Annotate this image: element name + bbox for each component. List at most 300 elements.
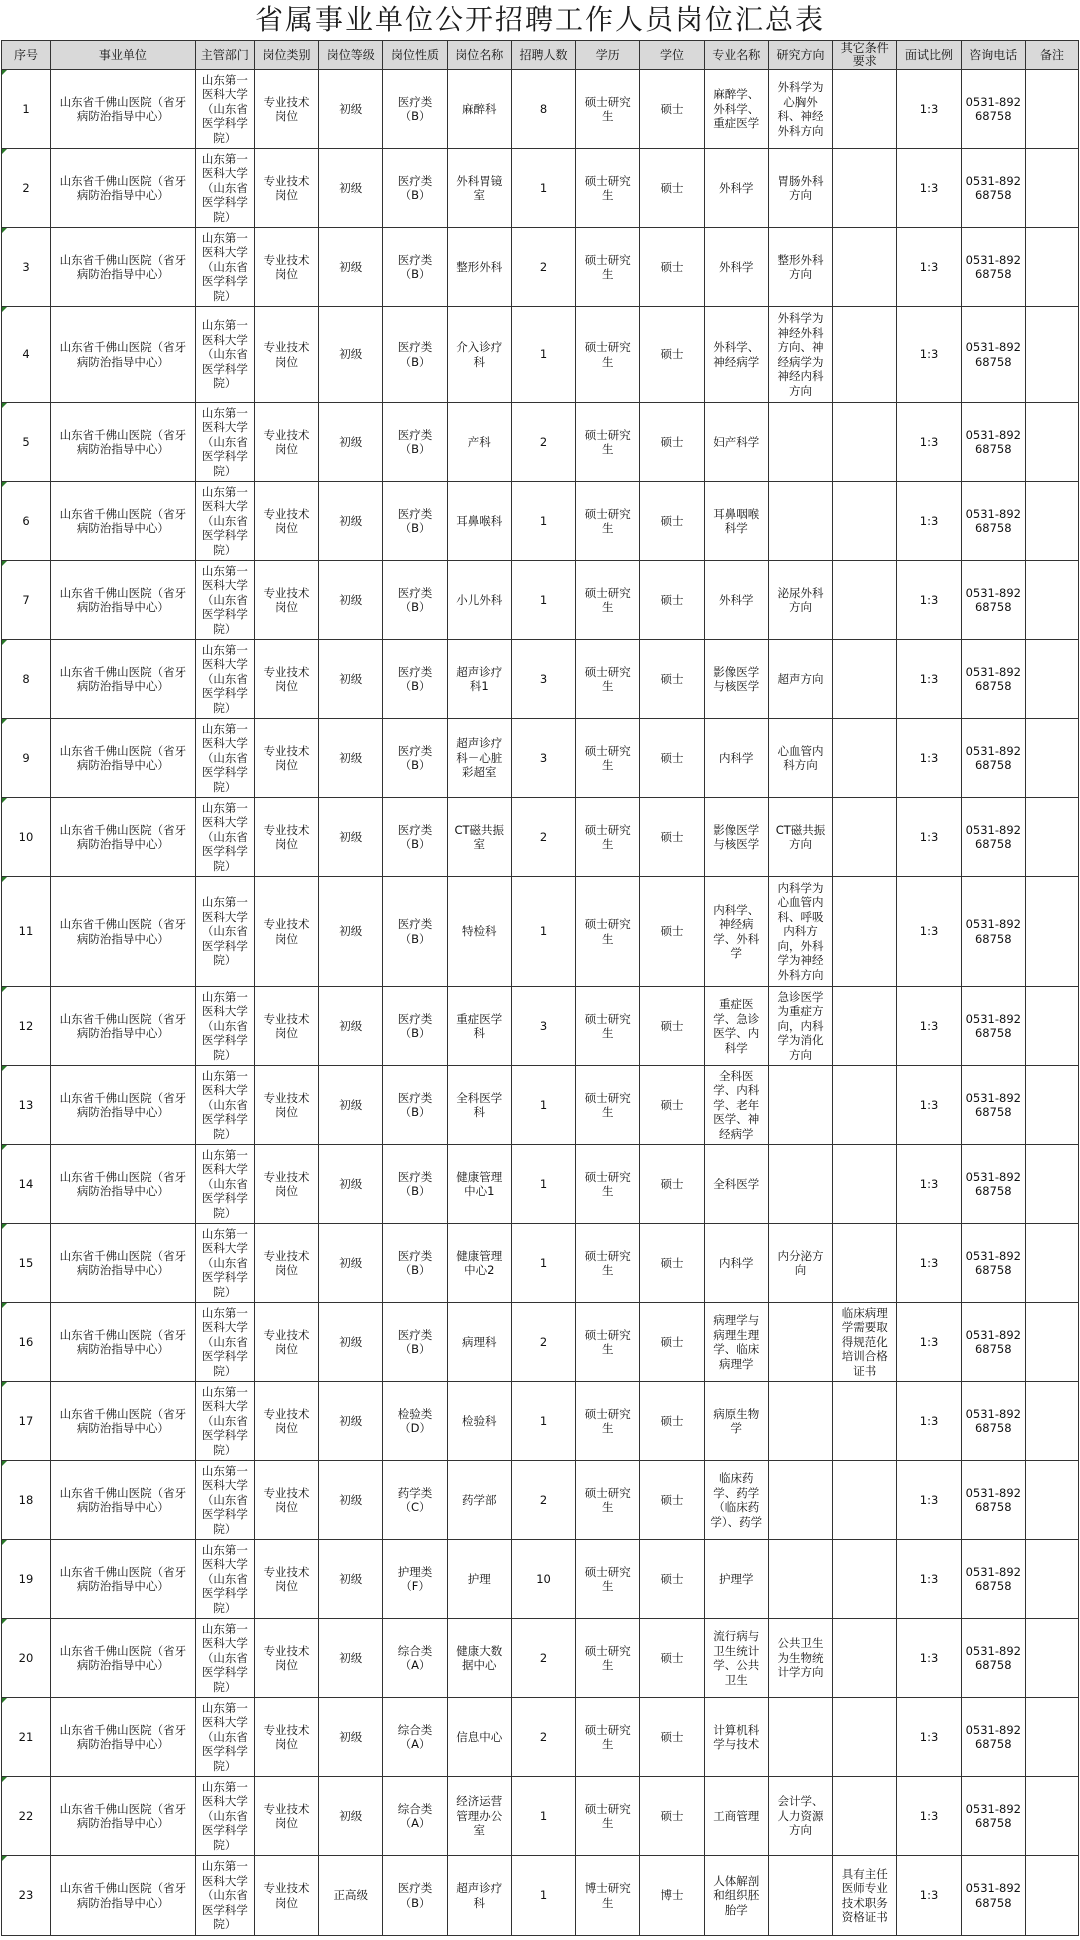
- cell-col-count: 3: [511, 640, 575, 719]
- header-col-department: 主管部门: [195, 41, 254, 70]
- cell-col-degree: 硕士: [640, 307, 704, 403]
- table-body: [2, 70, 1079, 1936]
- cell-col-major: 外科学: [704, 561, 768, 640]
- header-col-ratio: 面试比例: [897, 41, 961, 70]
- cell-col-category: 专业技术岗位: [254, 877, 318, 987]
- cell-col-direction: [768, 1145, 832, 1224]
- header-col-category: 岗位类别: [254, 41, 318, 70]
- cell-col-level: 正高级: [319, 1856, 383, 1936]
- cell-col-ratio: 1:3: [897, 877, 961, 987]
- cell-col-ratio: 1:3: [897, 1461, 961, 1540]
- cell-col-index: 19: [2, 1540, 51, 1619]
- cell-col-index: 14: [2, 1145, 51, 1224]
- cell-col-direction: 外科学为神经外科方向、神经病学为神经内科方向: [768, 307, 832, 403]
- cell-col-department: 山东第一医科大学（山东省医学科学院）: [195, 1382, 254, 1461]
- cell-col-nature: 医疗类（B）: [383, 1303, 447, 1382]
- cell-col-position: 经济运营管理办公室: [447, 1777, 511, 1856]
- header-col-position: 岗位名称: [447, 41, 511, 70]
- table-row: [2, 149, 1079, 228]
- cell-col-major: 全科医学、内科学、老年医学、神经病学: [704, 1066, 768, 1145]
- cell-col-level: 初级: [319, 1540, 383, 1619]
- cell-col-category: 专业技术岗位: [254, 1224, 318, 1303]
- cell-col-major: 妇产科学: [704, 403, 768, 482]
- cell-col-category: 专业技术岗位: [254, 149, 318, 228]
- cell-col-position: 整形外科: [447, 228, 511, 307]
- cell-col-direction: CT磁共振方向: [768, 798, 832, 877]
- table-row: [2, 877, 1079, 987]
- cell-col-category: 专业技术岗位: [254, 307, 318, 403]
- positions-table: [1, 40, 1079, 1936]
- cell-col-unit: 山东省千佛山医院（省牙病防治指导中心）: [50, 987, 195, 1066]
- cell-col-position: 健康大数据中心: [447, 1619, 511, 1698]
- cell-col-major: 病原生物学: [704, 1382, 768, 1461]
- cell-col-remark: [1025, 798, 1078, 877]
- cell-col-unit: 山东省千佛山医院（省牙病防治指导中心）: [50, 561, 195, 640]
- cell-col-unit: 山东省千佛山医院（省牙病防治指导中心）: [50, 719, 195, 798]
- cell-col-nature: 医疗类（B）: [383, 149, 447, 228]
- cell-col-category: 专业技术岗位: [254, 1461, 318, 1540]
- cell-col-unit: 山东省千佛山医院（省牙病防治指导中心）: [50, 1382, 195, 1461]
- cell-col-other: [833, 1540, 897, 1619]
- cell-col-count: 1: [511, 149, 575, 228]
- cell-col-level: 初级: [319, 1461, 383, 1540]
- cell-col-degree: 硕士: [640, 228, 704, 307]
- cell-col-education: 硕士研究生: [576, 987, 640, 1066]
- cell-col-unit: 山东省千佛山医院（省牙病防治指导中心）: [50, 798, 195, 877]
- cell-col-nature: 医疗类（B）: [383, 561, 447, 640]
- cell-col-other: [833, 561, 897, 640]
- cell-col-position: 超声诊疗科1: [447, 640, 511, 719]
- cell-col-degree: 硕士: [640, 877, 704, 987]
- cell-col-other: [833, 1382, 897, 1461]
- cell-col-position: 产科: [447, 403, 511, 482]
- cell-col-remark: [1025, 1856, 1078, 1936]
- cell-col-category: 专业技术岗位: [254, 1145, 318, 1224]
- cell-col-degree: 硕士: [640, 403, 704, 482]
- table-row: [2, 1145, 1079, 1224]
- cell-col-level: 初级: [319, 1777, 383, 1856]
- header-col-degree: 学位: [640, 41, 704, 70]
- cell-col-category: 专业技术岗位: [254, 1303, 318, 1382]
- cell-col-unit: 山东省千佛山医院（省牙病防治指导中心）: [50, 1224, 195, 1303]
- cell-col-unit: 山东省千佛山医院（省牙病防治指导中心）: [50, 1303, 195, 1382]
- cell-col-position: 药学部: [447, 1461, 511, 1540]
- cell-col-major: 影像医学与核医学: [704, 640, 768, 719]
- table-row: [2, 70, 1079, 149]
- cell-col-ratio: 1:3: [897, 987, 961, 1066]
- cell-col-unit: 山东省千佛山医院（省牙病防治指导中心）: [50, 482, 195, 561]
- cell-col-department: 山东第一医科大学（山东省医学科学院）: [195, 482, 254, 561]
- cell-col-department: 山东第一医科大学（山东省医学科学院）: [195, 1066, 254, 1145]
- cell-col-direction: 泌尿外科方向: [768, 561, 832, 640]
- cell-col-education: 硕士研究生: [576, 1145, 640, 1224]
- cell-col-nature: 综合类（A）: [383, 1698, 447, 1777]
- cell-col-category: 专业技术岗位: [254, 1540, 318, 1619]
- table-row: [2, 987, 1079, 1066]
- cell-col-index: 11: [2, 877, 51, 987]
- cell-col-unit: 山东省千佛山医院（省牙病防治指导中心）: [50, 149, 195, 228]
- cell-col-remark: [1025, 1382, 1078, 1461]
- cell-col-unit: 山东省千佛山医院（省牙病防治指导中心）: [50, 640, 195, 719]
- cell-col-major: 影像医学与核医学: [704, 798, 768, 877]
- cell-col-category: 专业技术岗位: [254, 1856, 318, 1936]
- cell-col-major: 耳鼻咽喉科学: [704, 482, 768, 561]
- cell-col-major: 工商管理: [704, 1777, 768, 1856]
- cell-col-index: 3: [2, 228, 51, 307]
- cell-col-level: 初级: [319, 1303, 383, 1382]
- cell-col-level: 初级: [319, 1066, 383, 1145]
- cell-col-degree: 硕士: [640, 1145, 704, 1224]
- cell-col-position: 特检科: [447, 877, 511, 987]
- document-title: 省属事业单位公开招聘工作人员岗位汇总表: [254, 3, 825, 36]
- cell-col-degree: 硕士: [640, 70, 704, 149]
- cell-col-other: [833, 307, 897, 403]
- cell-col-degree: 硕士: [640, 1461, 704, 1540]
- cell-col-degree: 硕士: [640, 640, 704, 719]
- table-row: [2, 1856, 1079, 1936]
- header-col-direction: 研究方向: [768, 41, 832, 70]
- table-row: [2, 1698, 1079, 1777]
- header-col-major: 专业名称: [704, 41, 768, 70]
- cell-col-nature: 医疗类（B）: [383, 1856, 447, 1936]
- table-row: [2, 798, 1079, 877]
- table-row: [2, 1461, 1079, 1540]
- header-col-level: 岗位等级: [319, 41, 383, 70]
- cell-col-degree: 硕士: [640, 1382, 704, 1461]
- cell-col-education: 硕士研究生: [576, 877, 640, 987]
- cell-col-position: 介入诊疗科: [447, 307, 511, 403]
- cell-col-remark: [1025, 1145, 1078, 1224]
- cell-col-position: 超声诊疗科: [447, 1856, 511, 1936]
- cell-col-unit: 山东省千佛山医院（省牙病防治指导中心）: [50, 1698, 195, 1777]
- cell-col-degree: 硕士: [640, 1698, 704, 1777]
- cell-col-department: 山东第一医科大学（山东省医学科学院）: [195, 70, 254, 149]
- cell-col-level: 初级: [319, 640, 383, 719]
- cell-col-count: 1: [511, 1856, 575, 1936]
- cell-col-unit: 山东省千佛山医院（省牙病防治指导中心）: [50, 228, 195, 307]
- cell-col-remark: [1025, 1540, 1078, 1619]
- cell-col-other: [833, 70, 897, 149]
- cell-col-phone: 0531-89268758: [961, 877, 1025, 987]
- table-row: [2, 403, 1079, 482]
- cell-col-education: 硕士研究生: [576, 1066, 640, 1145]
- cell-col-other: [833, 1145, 897, 1224]
- cell-col-count: 10: [511, 1540, 575, 1619]
- cell-col-phone: 0531-89268758: [961, 719, 1025, 798]
- cell-col-level: 初级: [319, 403, 383, 482]
- cell-col-education: 硕士研究生: [576, 1777, 640, 1856]
- cell-col-index: 10: [2, 798, 51, 877]
- cell-col-other: [833, 987, 897, 1066]
- header-col-index: 序号: [2, 41, 51, 70]
- cell-col-department: 山东第一医科大学（山东省医学科学院）: [195, 307, 254, 403]
- header-col-phone: 咨询电话: [961, 41, 1025, 70]
- cell-col-position: CT磁共振室: [447, 798, 511, 877]
- cell-col-count: 1: [511, 1224, 575, 1303]
- cell-col-ratio: 1:3: [897, 561, 961, 640]
- cell-col-ratio: 1:3: [897, 719, 961, 798]
- table-row: [2, 1382, 1079, 1461]
- cell-col-other: [833, 228, 897, 307]
- cell-col-phone: 0531-89268758: [961, 1224, 1025, 1303]
- cell-col-category: 专业技术岗位: [254, 798, 318, 877]
- cell-col-category: 专业技术岗位: [254, 640, 318, 719]
- cell-col-other: [833, 482, 897, 561]
- cell-col-phone: 0531-89268758: [961, 70, 1025, 149]
- cell-col-remark: [1025, 1698, 1078, 1777]
- cell-col-phone: 0531-89268758: [961, 228, 1025, 307]
- cell-col-degree: 硕士: [640, 1224, 704, 1303]
- cell-col-phone: 0531-89268758: [961, 561, 1025, 640]
- cell-col-direction: 胃肠外科方向: [768, 149, 832, 228]
- cell-col-level: 初级: [319, 561, 383, 640]
- cell-col-education: 硕士研究生: [576, 1461, 640, 1540]
- cell-col-degree: 硕士: [640, 561, 704, 640]
- cell-col-remark: [1025, 1303, 1078, 1382]
- cell-col-other: [833, 719, 897, 798]
- cell-col-major: 计算机科学与技术: [704, 1698, 768, 1777]
- cell-col-education: 硕士研究生: [576, 1619, 640, 1698]
- cell-col-phone: 0531-89268758: [961, 1066, 1025, 1145]
- cell-col-major: 内科学: [704, 719, 768, 798]
- cell-col-level: 初级: [319, 149, 383, 228]
- cell-col-remark: [1025, 149, 1078, 228]
- cell-col-remark: [1025, 1619, 1078, 1698]
- table-header-row: [2, 41, 1079, 70]
- cell-col-phone: 0531-89268758: [961, 482, 1025, 561]
- cell-col-nature: 护理类（F）: [383, 1540, 447, 1619]
- cell-col-position: 重症医学科: [447, 987, 511, 1066]
- cell-col-index: 5: [2, 403, 51, 482]
- cell-col-department: 山东第一医科大学（山东省医学科学院）: [195, 719, 254, 798]
- cell-col-degree: 硕士: [640, 482, 704, 561]
- cell-col-major: 外科学: [704, 228, 768, 307]
- cell-col-unit: 山东省千佛山医院（省牙病防治指导中心）: [50, 1066, 195, 1145]
- cell-col-phone: 0531-89268758: [961, 149, 1025, 228]
- cell-col-position: 超声诊疗科－心脏彩超室: [447, 719, 511, 798]
- cell-col-remark: [1025, 1777, 1078, 1856]
- cell-col-remark: [1025, 987, 1078, 1066]
- cell-col-count: 1: [511, 1066, 575, 1145]
- cell-col-phone: 0531-89268758: [961, 403, 1025, 482]
- cell-col-phone: 0531-89268758: [961, 1461, 1025, 1540]
- cell-col-nature: 医疗类（B）: [383, 640, 447, 719]
- cell-col-education: 硕士研究生: [576, 307, 640, 403]
- cell-col-ratio: 1:3: [897, 1382, 961, 1461]
- cell-col-department: 山东第一医科大学（山东省医学科学院）: [195, 1540, 254, 1619]
- cell-col-department: 山东第一医科大学（山东省医学科学院）: [195, 403, 254, 482]
- cell-col-direction: 内科学为心血管内科、呼吸内科方向，外科学为神经外科方向: [768, 877, 832, 987]
- cell-col-ratio: 1:3: [897, 149, 961, 228]
- cell-col-count: 3: [511, 987, 575, 1066]
- cell-col-other: [833, 1619, 897, 1698]
- cell-col-index: 17: [2, 1382, 51, 1461]
- cell-col-ratio: 1:3: [897, 1224, 961, 1303]
- cell-col-ratio: 1:3: [897, 1303, 961, 1382]
- cell-col-ratio: 1:3: [897, 228, 961, 307]
- cell-col-education: 硕士研究生: [576, 1303, 640, 1382]
- cell-col-unit: 山东省千佛山医院（省牙病防治指导中心）: [50, 70, 195, 149]
- cell-col-other: [833, 1224, 897, 1303]
- cell-col-department: 山东第一医科大学（山东省医学科学院）: [195, 228, 254, 307]
- cell-col-nature: 医疗类（B）: [383, 482, 447, 561]
- table-row: [2, 228, 1079, 307]
- header-col-nature: 岗位性质: [383, 41, 447, 70]
- cell-col-index: 15: [2, 1224, 51, 1303]
- cell-col-ratio: 1:3: [897, 1698, 961, 1777]
- cell-col-category: 专业技术岗位: [254, 482, 318, 561]
- cell-col-nature: 检验类（D）: [383, 1382, 447, 1461]
- cell-col-ratio: 1:3: [897, 798, 961, 877]
- cell-col-education: 硕士研究生: [576, 70, 640, 149]
- cell-col-other: 临床病理学需要取得规范化培训合格证书: [833, 1303, 897, 1382]
- cell-col-level: 初级: [319, 1382, 383, 1461]
- table-row: [2, 1777, 1079, 1856]
- table-row: [2, 1619, 1079, 1698]
- cell-col-department: 山东第一医科大学（山东省医学科学院）: [195, 1461, 254, 1540]
- cell-col-other: [833, 1698, 897, 1777]
- cell-col-department: 山东第一医科大学（山东省医学科学院）: [195, 561, 254, 640]
- cell-col-unit: 山东省千佛山医院（省牙病防治指导中心）: [50, 307, 195, 403]
- cell-col-nature: 医疗类（B）: [383, 403, 447, 482]
- cell-col-category: 专业技术岗位: [254, 228, 318, 307]
- cell-col-major: 人体解剖和组织胚胎学: [704, 1856, 768, 1936]
- cell-col-nature: 医疗类（B）: [383, 798, 447, 877]
- cell-col-position: 检验科: [447, 1382, 511, 1461]
- cell-col-other: [833, 1777, 897, 1856]
- cell-col-unit: 山东省千佛山医院（省牙病防治指导中心）: [50, 1145, 195, 1224]
- cell-col-other: [833, 798, 897, 877]
- table-row: [2, 482, 1079, 561]
- header-col-education: 学历: [576, 41, 640, 70]
- cell-col-phone: 0531-89268758: [961, 987, 1025, 1066]
- table-row: [2, 1540, 1079, 1619]
- cell-col-ratio: 1:3: [897, 1777, 961, 1856]
- cell-col-education: 硕士研究生: [576, 1382, 640, 1461]
- cell-col-education: 硕士研究生: [576, 1698, 640, 1777]
- cell-col-position: 信息中心: [447, 1698, 511, 1777]
- cell-col-count: 2: [511, 1461, 575, 1540]
- cell-col-phone: 0531-89268758: [961, 1777, 1025, 1856]
- cell-col-count: 2: [511, 228, 575, 307]
- cell-col-remark: [1025, 307, 1078, 403]
- cell-col-count: 1: [511, 561, 575, 640]
- cell-col-education: 硕士研究生: [576, 482, 640, 561]
- cell-col-department: 山东第一医科大学（山东省医学科学院）: [195, 1856, 254, 1936]
- cell-col-level: 初级: [319, 70, 383, 149]
- cell-col-other: [833, 403, 897, 482]
- cell-col-department: 山东第一医科大学（山东省医学科学院）: [195, 1303, 254, 1382]
- cell-col-count: 2: [511, 1698, 575, 1777]
- cell-col-direction: [768, 1382, 832, 1461]
- cell-col-department: 山东第一医科大学（山东省医学科学院）: [195, 987, 254, 1066]
- cell-col-education: 硕士研究生: [576, 228, 640, 307]
- cell-col-remark: [1025, 228, 1078, 307]
- cell-col-major: 麻醉学、外科学、重症医学: [704, 70, 768, 149]
- cell-col-count: 1: [511, 1145, 575, 1224]
- cell-col-direction: 内分泌方向: [768, 1224, 832, 1303]
- cell-col-nature: 综合类（A）: [383, 1619, 447, 1698]
- cell-col-direction: 心血管内科方向: [768, 719, 832, 798]
- cell-col-index: 22: [2, 1777, 51, 1856]
- cell-col-education: 硕士研究生: [576, 798, 640, 877]
- cell-col-nature: 综合类（A）: [383, 1777, 447, 1856]
- cell-col-count: 1: [511, 307, 575, 403]
- cell-col-category: 专业技术岗位: [254, 403, 318, 482]
- cell-col-category: 专业技术岗位: [254, 1619, 318, 1698]
- cell-col-degree: 硕士: [640, 1066, 704, 1145]
- cell-col-nature: 药学类（C）: [383, 1461, 447, 1540]
- cell-col-ratio: 1:3: [897, 403, 961, 482]
- table-row: [2, 307, 1079, 403]
- cell-col-education: 硕士研究生: [576, 1540, 640, 1619]
- cell-col-major: 流行病与卫生统计学、公共卫生: [704, 1619, 768, 1698]
- cell-col-position: 健康管理中心2: [447, 1224, 511, 1303]
- cell-col-unit: 山东省千佛山医院（省牙病防治指导中心）: [50, 1461, 195, 1540]
- cell-col-degree: 硕士: [640, 1619, 704, 1698]
- cell-col-phone: 0531-89268758: [961, 1856, 1025, 1936]
- cell-col-position: 健康管理中心1: [447, 1145, 511, 1224]
- cell-col-unit: 山东省千佛山医院（省牙病防治指导中心）: [50, 1856, 195, 1936]
- cell-col-remark: [1025, 877, 1078, 987]
- cell-col-count: 2: [511, 798, 575, 877]
- cell-col-ratio: 1:3: [897, 1066, 961, 1145]
- cell-col-index: 23: [2, 1856, 51, 1936]
- cell-col-major: 外科学: [704, 149, 768, 228]
- cell-col-count: 2: [511, 403, 575, 482]
- header-col-remark: 备注: [1025, 41, 1078, 70]
- cell-col-count: 2: [511, 1303, 575, 1382]
- cell-col-department: 山东第一医科大学（山东省医学科学院）: [195, 1224, 254, 1303]
- cell-col-remark: [1025, 719, 1078, 798]
- cell-col-unit: 山东省千佛山医院（省牙病防治指导中心）: [50, 1777, 195, 1856]
- cell-col-remark: [1025, 1224, 1078, 1303]
- cell-col-direction: 公共卫生为生物统计学方向: [768, 1619, 832, 1698]
- cell-col-ratio: 1:3: [897, 70, 961, 149]
- cell-col-ratio: 1:3: [897, 1619, 961, 1698]
- cell-col-unit: 山东省千佛山医院（省牙病防治指导中心）: [50, 1540, 195, 1619]
- cell-col-department: 山东第一医科大学（山东省医学科学院）: [195, 798, 254, 877]
- cell-col-education: 硕士研究生: [576, 1224, 640, 1303]
- cell-col-degree: 硕士: [640, 798, 704, 877]
- cell-col-department: 山东第一医科大学（山东省医学科学院）: [195, 149, 254, 228]
- cell-col-index: 2: [2, 149, 51, 228]
- cell-col-phone: 0531-89268758: [961, 1698, 1025, 1777]
- cell-col-level: 初级: [319, 798, 383, 877]
- cell-col-major: 外科学、神经病学: [704, 307, 768, 403]
- cell-col-position: 耳鼻喉科: [447, 482, 511, 561]
- cell-col-nature: 医疗类（B）: [383, 228, 447, 307]
- table-row: [2, 561, 1079, 640]
- cell-col-level: 初级: [319, 1619, 383, 1698]
- cell-col-education: 硕士研究生: [576, 640, 640, 719]
- cell-col-direction: [768, 1303, 832, 1382]
- cell-col-level: 初级: [319, 307, 383, 403]
- cell-col-nature: 医疗类（B）: [383, 719, 447, 798]
- cell-col-ratio: 1:3: [897, 1856, 961, 1936]
- cell-col-department: 山东第一医科大学（山东省医学科学院）: [195, 1698, 254, 1777]
- cell-col-nature: 医疗类（B）: [383, 877, 447, 987]
- cell-col-phone: 0531-89268758: [961, 1619, 1025, 1698]
- cell-col-category: 专业技术岗位: [254, 1382, 318, 1461]
- cell-col-direction: [768, 403, 832, 482]
- cell-col-other: [833, 877, 897, 987]
- cell-col-count: 1: [511, 1777, 575, 1856]
- cell-col-direction: 整形外科方向: [768, 228, 832, 307]
- header-col-unit: 事业单位: [50, 41, 195, 70]
- cell-col-remark: [1025, 482, 1078, 561]
- cell-col-ratio: 1:3: [897, 307, 961, 403]
